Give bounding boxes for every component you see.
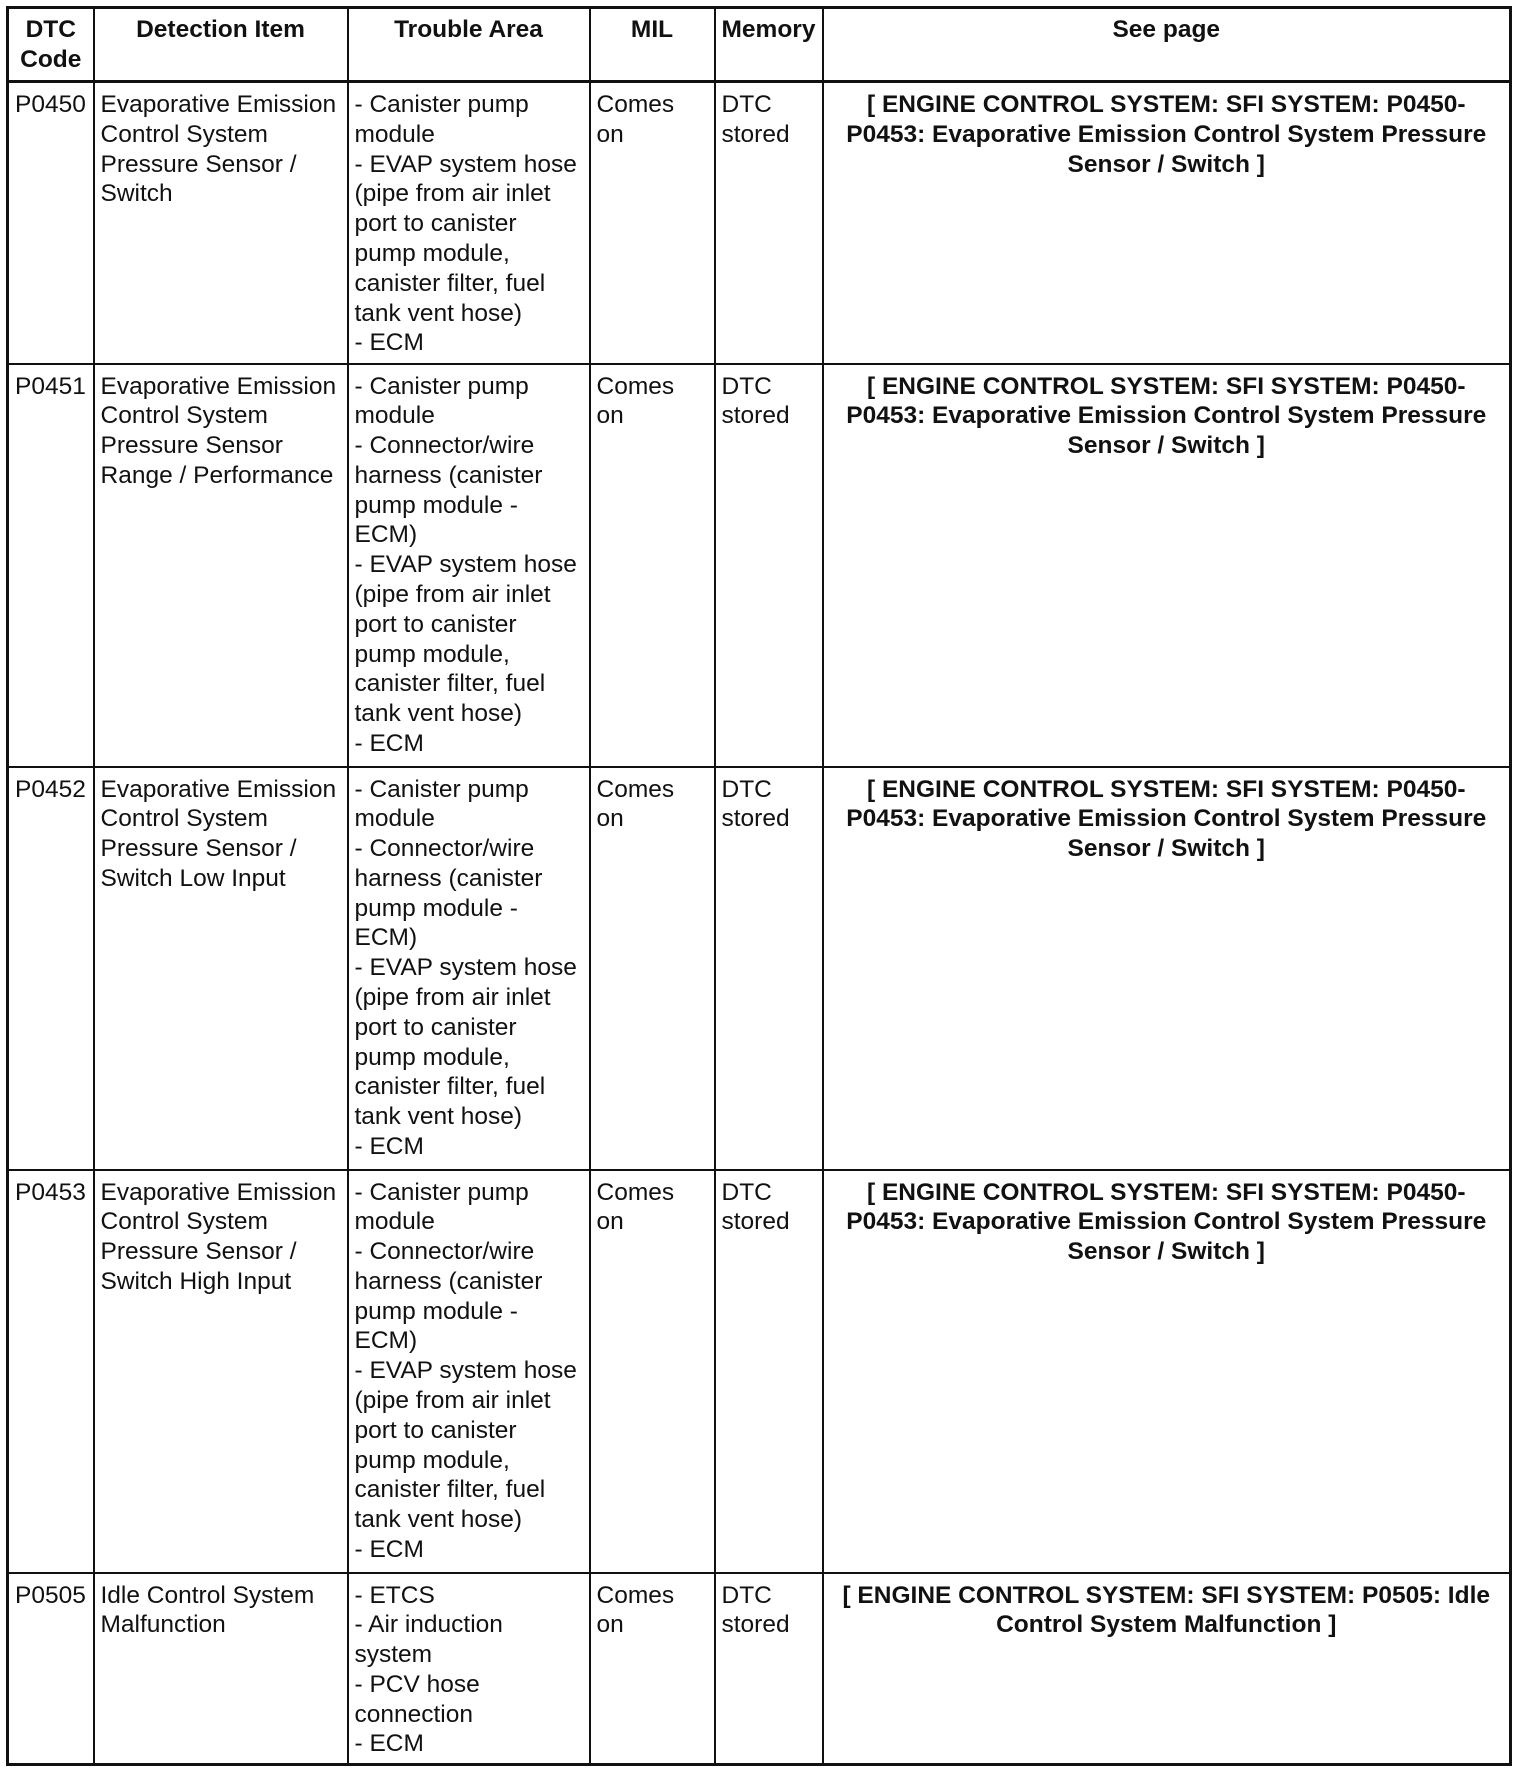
- trouble-area-line: - Canister pump module: [354, 1178, 529, 1236]
- trouble-area-line: - PCV hose connection: [354, 1670, 480, 1728]
- see-page-link[interactable]: [ ENGINE CONTROL SYSTEM: SFI SYSTEM: P0450-P0453: Evaporative Emission Control System Pressure Sensor / Switch ]: [823, 767, 1511, 1170]
- trouble-area-line: - Canister pump module: [354, 372, 529, 430]
- header-mil: MIL: [590, 8, 715, 82]
- header-memory: Memory: [715, 8, 823, 82]
- trouble-area-line: - EVAP system hose (pipe from air inlet port to canister pump module, canister filter, fuel tank vent hose): [354, 954, 577, 1131]
- memory-cell: DTC stored: [715, 364, 823, 767]
- memory-cell: DTC stored: [715, 1573, 823, 1765]
- trouble-area-cell: [348, 364, 590, 767]
- trouble-area-line: - Canister pump module: [354, 775, 529, 833]
- trouble-area-cell: [348, 1573, 590, 1765]
- dtc-code-cell: P0453: [8, 1170, 94, 1573]
- trouble-area-line: - ETCS: [354, 1581, 435, 1609]
- memory-cell: DTC stored: [715, 1170, 823, 1573]
- dtc-code-cell: P0450: [8, 82, 94, 364]
- trouble-area-cell: [348, 767, 590, 1170]
- trouble-area-line: - ECM: [354, 1730, 424, 1758]
- mil-cell: Comes on: [590, 82, 715, 364]
- trouble-area-line: - Canister pump module: [354, 91, 529, 148]
- trouble-area-line: - Connector/wire harness (canister pump module - ECM): [354, 432, 543, 549]
- trouble-area-line: - ECM: [354, 1536, 424, 1564]
- trouble-area-line: - ECM: [354, 329, 424, 357]
- trouble-area-line: - Connector/wire harness (canister pump module - ECM): [354, 1238, 543, 1355]
- memory-cell: DTC stored: [715, 82, 823, 364]
- header-trouble-area: Trouble Area: [348, 8, 590, 82]
- header-row: [8, 8, 1511, 82]
- header-detection-item: Detection Item: [94, 8, 348, 82]
- trouble-area-line: - ECM: [354, 730, 424, 758]
- header-dtc-code: DTC Code: [8, 8, 94, 82]
- mil-cell: Comes on: [590, 1573, 715, 1765]
- detection-item-cell: Evaporative Emission Control System Pressure Sensor / Switch Low Input: [94, 767, 348, 1170]
- table-row: [8, 767, 1511, 1170]
- memory-cell: DTC stored: [715, 767, 823, 1170]
- table-row: [8, 364, 1511, 767]
- table-body: [8, 82, 1511, 1765]
- mil-cell: Comes on: [590, 767, 715, 1170]
- trouble-area-line: - ECM: [354, 1133, 424, 1161]
- dtc-code-cell: P0505: [8, 1573, 94, 1765]
- trouble-area-cell: [348, 82, 590, 364]
- trouble-area-cell: [348, 1170, 590, 1573]
- dtc-table: [6, 6, 1512, 1766]
- trouble-area-line: - Air induction system: [354, 1611, 503, 1669]
- detection-item-cell: Evaporative Emission Control System Pressure Sensor Range / Performance: [94, 364, 348, 767]
- trouble-area-line: - Connector/wire harness (canister pump module - ECM): [354, 835, 543, 952]
- trouble-area-line: - EVAP system hose (pipe from air inlet port to canister pump module, canister filter, fuel tank vent hose): [354, 551, 577, 728]
- see-page-link[interactable]: [ ENGINE CONTROL SYSTEM: SFI SYSTEM: P0450-P0453: Evaporative Emission Control System Pressure Sensor / Switch ]: [823, 1170, 1511, 1573]
- table-row: [8, 1170, 1511, 1573]
- see-page-link[interactable]: [ ENGINE CONTROL SYSTEM: SFI SYSTEM: P0505: Idle Control System Malfunction ]: [823, 1573, 1511, 1765]
- trouble-area-line: - EVAP system hose (pipe from air inlet port to canister pump module, canister filter, fuel tank vent hose): [354, 1357, 577, 1534]
- header-see-page: See page: [823, 8, 1511, 82]
- detection-item-cell: Idle Control System Malfunction: [94, 1573, 348, 1765]
- detection-item-cell: Evaporative Emission Control System Pressure Sensor / Switch: [94, 82, 348, 364]
- dtc-code-cell: P0451: [8, 364, 94, 767]
- trouble-area-line: - EVAP system hose (pipe from air inlet port to canister pump module, canister filter, fuel tank vent hose): [354, 150, 577, 327]
- table-header: [8, 8, 1511, 82]
- dtc-code-cell: P0452: [8, 767, 94, 1170]
- table-row: [8, 82, 1511, 364]
- see-page-link[interactable]: [ ENGINE CONTROL SYSTEM: SFI SYSTEM: P0450-P0453: Evaporative Emission Control System Pressure Sensor / Switch ]: [823, 364, 1511, 767]
- mil-cell: Comes on: [590, 364, 715, 767]
- detection-item-cell: Evaporative Emission Control System Pressure Sensor / Switch High Input: [94, 1170, 348, 1573]
- see-page-link[interactable]: [ ENGINE CONTROL SYSTEM: SFI SYSTEM: P0450-P0453: Evaporative Emission Control System Pressure Sensor / Switch ]: [823, 82, 1511, 364]
- mil-cell: Comes on: [590, 1170, 715, 1573]
- table-row: [8, 1573, 1511, 1765]
